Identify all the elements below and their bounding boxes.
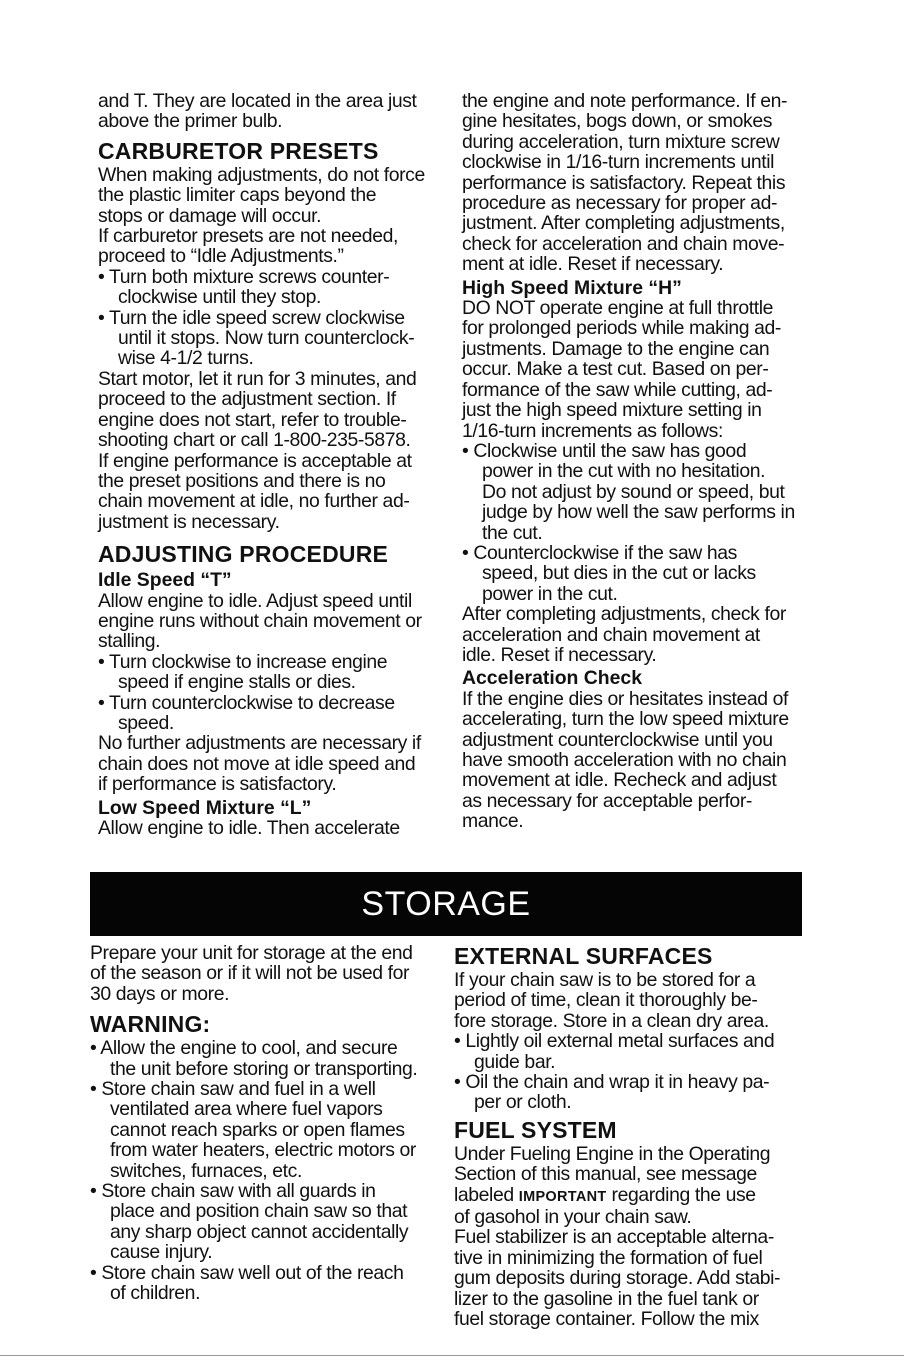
text-line: procedure as necessary for proper ad-: [462, 192, 778, 215]
text-line: during acceleration, turn mixture screw: [462, 130, 780, 153]
bullet-continuation-line: cannot reach sparks or open flames: [110, 1118, 405, 1141]
bullet-item: [462, 543, 812, 604]
text-line: DO NOT operate engine at full throttle: [462, 297, 774, 320]
bullet-continuation-line: speed, but dies in the cut or lacks: [482, 562, 756, 585]
bullet-item: [90, 1181, 445, 1263]
storage-section-bar: [90, 872, 802, 936]
text-line: gum deposits during storage. Add stabi-: [454, 1267, 781, 1290]
important-label: IMPORTANT: [518, 1188, 607, 1205]
bullet-item: [98, 693, 450, 734]
bullet-continuation-line: the cut.: [482, 521, 543, 544]
fuel-line-2: Section of this manual, see message: [454, 1163, 757, 1186]
carburetor-presets-bullets: [98, 267, 450, 369]
text-line: If your chain saw is to be stored for a: [454, 969, 756, 991]
fuel-system-paragraph: [454, 1207, 809, 1329]
text-line: tive in minimizing the formation of fuel: [454, 1246, 763, 1269]
text-line: stops or damage will occur.: [98, 204, 322, 227]
high-speed-paragraph-2: [462, 604, 812, 665]
text-line: justment is necessary.: [98, 510, 280, 533]
text-line: 30 days or more.: [90, 982, 230, 1005]
text-line: adjustment counterclockwise until you: [462, 728, 773, 751]
text-line: period of time, clean it thoroughly be-: [454, 989, 758, 1012]
bullet-item: [462, 441, 812, 543]
bullet-line: • Store chain saw with all guards in: [90, 1180, 376, 1203]
bullet-line: • Clockwise until the saw has good: [462, 439, 747, 462]
carburetor-presets-paragraph-2: [98, 369, 450, 532]
bullet-item: [98, 652, 450, 693]
high-speed-paragraph: [462, 298, 812, 441]
text-line: After completing adjustments, check for: [462, 603, 786, 626]
bullet-item: [90, 1038, 445, 1079]
bullet-continuation-line: speed.: [118, 711, 174, 734]
bullet-continuation-line: per or cloth.: [474, 1091, 572, 1114]
bullet-item: [98, 267, 450, 308]
bottom-left-column: [90, 943, 445, 1304]
text-line: engine does not start, refer to trouble-: [98, 408, 407, 431]
bottom-page-rule: [0, 1355, 904, 1356]
text-line: justment. After completing adjustments,: [462, 212, 785, 235]
fuel-system-heading: FUEL SYSTEM: [454, 1116, 617, 1143]
idle-speed-bullets: [98, 652, 450, 734]
bullet-continuation-line: place and position chain saw so that: [110, 1200, 408, 1223]
bullet-continuation-line: power in the cut with no hesitation.: [482, 460, 766, 483]
top-left-column: [98, 91, 450, 838]
text-line: the preset positions and there is no: [98, 469, 386, 492]
text-line: When making adjustments, do not force: [98, 163, 425, 186]
bullet-continuation-line: cause injury.: [110, 1241, 213, 1264]
text-line: If carburetor presets are not needed,: [98, 225, 398, 248]
bullet-continuation-line: until it stops. Now turn counterclock-: [118, 327, 415, 350]
bullet-item: [90, 1079, 445, 1181]
text-line: fuel storage container. Follow the mix: [454, 1308, 759, 1331]
carburetor-presets-paragraph: [98, 165, 450, 267]
text-line: check for acceleration and chain move-: [462, 232, 785, 255]
text-line: Fuel stabilizer is an acceptable alterna-: [454, 1226, 774, 1249]
bullet-item: [98, 308, 450, 369]
fuel-line-3: [454, 1185, 809, 1207]
text-line: just the high speed mixture setting in: [462, 399, 762, 422]
text-line: Prepare your unit for storage at the end: [90, 942, 413, 964]
bullet-line: • Turn counterclockwise to decrease: [98, 691, 395, 714]
bullet-line: • Store chain saw well out of the reach: [90, 1261, 404, 1284]
acceleration-check-heading: Acceleration Check: [462, 667, 642, 690]
text-line: Start motor, let it run for 3 minutes, and: [98, 367, 417, 390]
text-line: gine hesitates, bogs down, or smokes: [462, 110, 773, 133]
low-speed-paragraph: [98, 818, 450, 838]
text-line: movement at idle. Recheck and adjust: [462, 769, 777, 792]
text-line: justments. Damage to the engine can: [462, 337, 770, 360]
text-line: if performance is satisfactory.: [98, 773, 337, 796]
fuel-line-3-post: regarding the use: [606, 1183, 756, 1206]
bottom-right-column: [454, 943, 809, 1330]
bullet-continuation-line: Do not adjust by sound or speed, but: [482, 480, 785, 503]
external-surfaces-paragraph: [454, 970, 809, 1031]
bullet-continuation-line: power in the cut.: [482, 582, 618, 605]
acceleration-check-paragraph: [462, 689, 812, 832]
idle-speed-paragraph-2: [98, 733, 450, 794]
text-line: performance is satisfactory. Repeat this: [462, 171, 786, 194]
text-line: accelerating, turn the low speed mixture: [462, 708, 789, 731]
text-line: proceed to the adjustment section. If: [98, 388, 396, 411]
text-line: and T. They are located in the area just: [98, 90, 417, 112]
bullet-continuation-line: switches, furnaces, etc.: [110, 1159, 302, 1182]
text-line: If the engine dies or hesitates instead of: [462, 687, 788, 710]
bullet-continuation-line: speed if engine stalls or dies.: [118, 671, 356, 694]
intro-text: [98, 91, 450, 132]
fuel-line-3-pre: labeled: [454, 1183, 519, 1206]
bullet-continuation-line: any sharp object cannot accidentally: [110, 1220, 409, 1243]
text-line: formance of the saw while cutting, ad-: [462, 378, 773, 401]
warning-heading: WARNING:: [90, 1011, 211, 1038]
bullet-item: [454, 1072, 809, 1113]
text-line: chain movement at idle, no further ad-: [98, 490, 410, 513]
text-line: If engine performance is acceptable at: [98, 449, 412, 472]
text-line: chain does not move at idle speed and: [98, 752, 416, 775]
text-line: Allow engine to idle. Adjust speed until: [98, 589, 412, 612]
bullet-line: • Turn the idle speed screw clockwise: [98, 306, 405, 329]
text-line: the plastic limiter caps beyond the: [98, 184, 377, 207]
text-line: acceleration and chain movement at: [462, 623, 760, 646]
bullet-line: • Lightly oil external metal surfaces and: [454, 1030, 775, 1053]
bullet-line: • Counterclockwise if the saw has: [462, 541, 737, 564]
idle-speed-paragraph: [98, 591, 450, 652]
low-speed-continued: [462, 91, 812, 275]
text-line: engine runs without chain movement or: [98, 609, 422, 632]
bullet-continuation-line: of children.: [110, 1282, 201, 1305]
text-line: above the primer bulb.: [98, 110, 283, 133]
high-speed-mixture-heading: High Speed Mixture “H”: [462, 276, 682, 299]
text-line: proceed to “Idle Adjustments.”: [98, 245, 344, 268]
bullet-continuation-line: wise 4-1/2 turns.: [118, 347, 254, 370]
carburetor-presets-heading: CARBURETOR PRESETS: [98, 137, 379, 164]
adjusting-procedure-heading: ADJUSTING PROCEDURE: [98, 541, 389, 568]
bullet-continuation-line: judge by how well the saw performs in: [482, 501, 795, 524]
bullet-continuation-line: guide bar.: [474, 1050, 556, 1073]
bullet-line: • Allow the engine to cool, and secure: [90, 1037, 398, 1060]
external-surfaces-heading: EXTERNAL SURFACES: [454, 943, 713, 969]
text-line: shooting chart or call 1-800-235-5878.: [98, 429, 411, 452]
text-line: clockwise in 1/16-turn increments until: [462, 151, 775, 174]
top-right-column: [462, 91, 812, 832]
text-line: Allow engine to idle. Then accelerate: [98, 817, 400, 839]
text-line: No further adjustments are necessary if: [98, 732, 421, 755]
storage-intro: [90, 943, 445, 1004]
bullet-item: [90, 1263, 445, 1304]
text-line: stalling.: [98, 630, 161, 653]
text-line: mance.: [462, 810, 524, 833]
bullet-line: • Store chain saw and fuel in a well: [90, 1078, 376, 1101]
storage-title: STORAGE: [361, 884, 531, 923]
low-speed-mixture-heading: Low Speed Mixture “L”: [98, 796, 312, 819]
bullet-item: [454, 1031, 809, 1072]
text-line: have smooth acceleration with no chain: [462, 749, 787, 771]
text-line: of the season or if it will not be used for: [90, 962, 410, 985]
bullet-continuation-line: ventilated area where fuel vapors: [110, 1098, 383, 1121]
bullet-continuation-line: the unit before storing or transporting.: [110, 1057, 418, 1080]
text-line: ment at idle. Reset if necessary.: [462, 253, 724, 276]
text-line: lizer to the gasoline in the fuel tank or: [454, 1287, 759, 1310]
idle-speed-heading: Idle Speed “T”: [98, 569, 232, 592]
bullet-continuation-line: clockwise until they stop.: [118, 286, 321, 309]
external-surfaces-bullets: [454, 1031, 809, 1113]
fuel-line-1: Under Fueling Engine in the Operating: [454, 1142, 771, 1165]
text-line: as necessary for acceptable perfor-: [462, 789, 752, 812]
text-line: occur. Make a test cut. Based on per-: [462, 358, 769, 381]
text-line: the engine and note performance. If en-: [462, 90, 788, 112]
bullet-line: • Oil the chain and wrap it in heavy pa-: [454, 1071, 770, 1094]
text-line: 1/16-turn increments as follows:: [462, 419, 723, 442]
bullet-line: • Turn clockwise to increase engine: [98, 650, 388, 673]
text-line: fore storage. Store in a clean dry area.: [454, 1009, 769, 1032]
high-speed-bullets: [462, 441, 812, 604]
text-line: of gasohol in your chain saw.: [454, 1206, 692, 1229]
text-line: for prolonged periods while making ad-: [462, 317, 781, 340]
bullet-line: • Turn both mixture screws counter-: [98, 265, 390, 288]
warning-bullets: [90, 1038, 445, 1303]
bullet-continuation-line: from water heaters, electric motors or: [110, 1139, 416, 1162]
text-line: idle. Reset if necessary.: [462, 643, 657, 666]
